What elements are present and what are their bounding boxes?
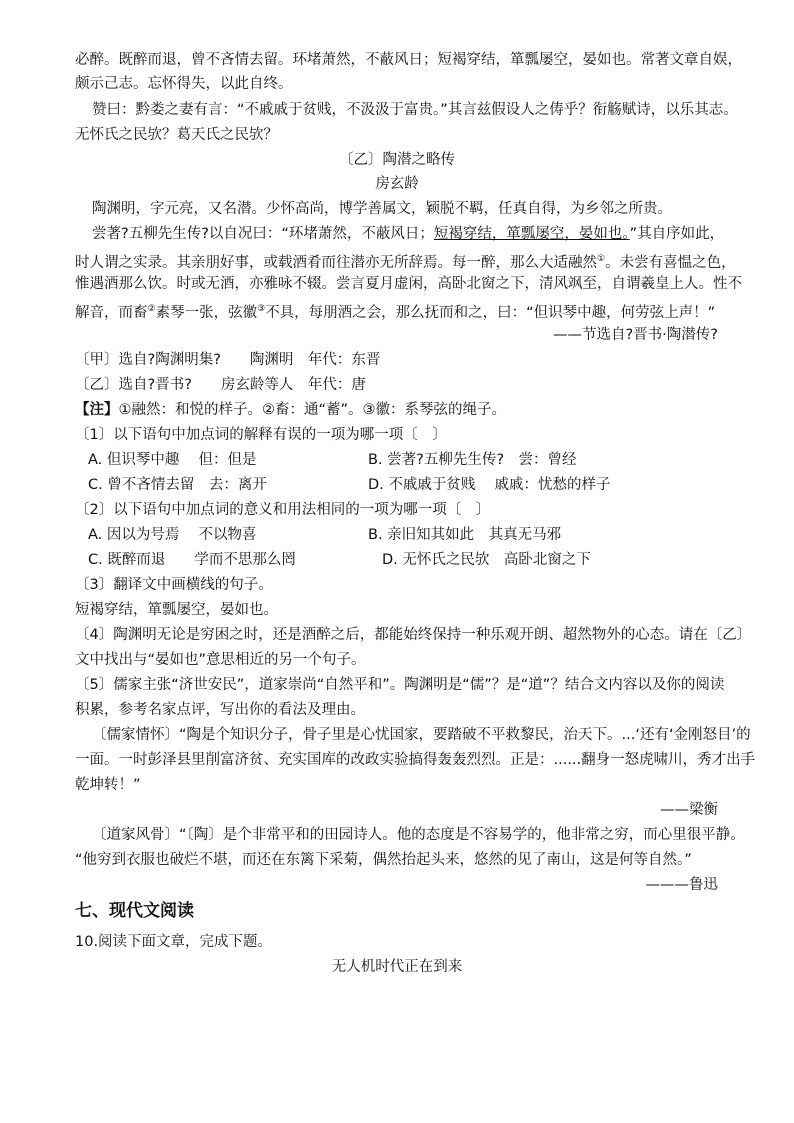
annotation-line (75, 400, 506, 420)
yi-text: 。未尝有喜愠之色， (605, 254, 736, 271)
jia-text-line: 必醉。既醉而退，曾不吝情去留。环堵萧然，不蔽风日；短褐穿结，箪瓢屡空，晏如也。常著文章自娱， (75, 52, 742, 68)
q3-sentence: 短褐穿结，箪瓢屡空，晏如也。 (75, 602, 278, 618)
q1-option-a: A. 但识琴中趣 但：但是 (88, 452, 257, 468)
yi-paragraph-line (75, 249, 736, 273)
yi-text: 解音，而畜 (75, 304, 148, 321)
q3-stem: 〔3〕翻译文中画横线的句子。 (75, 577, 273, 593)
q5-stem: 积累，参考名家点评，写出你的看法及理由。 (75, 702, 365, 718)
zan-line: 赞曰：黔娄之妻有言：“不戚戚于贫贱，不汲汲于富贵。”其言兹假设人之俦乎？衔觞赋诗，以乐其志。 (92, 102, 738, 118)
dao-quote-source: ———鲁迅 (645, 877, 718, 893)
yi-paragraph-line (92, 224, 724, 244)
q1-option-d: D. 不戚戚于贫贱 戚戚：忧愁的样子 (368, 477, 611, 493)
underlined-sentence: 短褐穿结，箪瓢屡空，晏如也。 (433, 226, 630, 242)
jia-text-line: 颇示己志。忘怀得失，以此自终。 (75, 76, 293, 92)
q2-option-b: B. 亲旧知其如此 其真无马邪 (368, 527, 562, 543)
q4-stem: 〔4〕陶渊明无论是穷困之时，还是酒醉之后，都能始终保持一种乐观开朗、超然物外的心态。请在〔乙〕 (75, 627, 752, 643)
note-marker: ③ (257, 304, 266, 314)
yi-text: 时人谓之实录。其亲朋好事，或载酒肴而往潜亦无所辞焉。每一醉，那么大适融然 (75, 254, 597, 271)
yi-paragraph-line (75, 299, 715, 323)
q2-option-c: C. 既醉而退 学而不思那么罔 (88, 552, 296, 568)
ru-quote-line: 〔儒家情怀〕“陶是个知识分子，骨子里是心忧国家，要踏破不平救黎民，治天下。...‘还有‘金刚怒目’的 (92, 727, 751, 743)
q2-stem: 〔2〕以下语句中加点词的意义和用法相同的一项为哪一项〔 〕 (75, 502, 491, 518)
yi-paragraph: 陶渊明，字元亮，又名潜。少怀高尚，博学善属文，颖脱不羁，任真自得，为乡邻之所贵。 (92, 201, 672, 217)
q1-stem: 〔1〕以下语句中加点词的解释有误的一项为哪一项〔 〕 (75, 427, 447, 443)
yi-title: 〔乙〕陶潜之略传 (339, 152, 455, 168)
q2-option-a: A. 因以为号焉 不以物喜 (88, 527, 257, 543)
dao-quote-line: 〔道家风骨〕“〔陶〕是个非常平和的田园诗人。他的态度是不容易学的，他非常之穷，而心里很平静。 (92, 827, 745, 843)
note-marker: ① (597, 254, 606, 264)
article-title: 无人机时代正在到来 (331, 959, 463, 975)
ru-quote-line: 乾坤转！” (75, 777, 141, 793)
yi-paragraph-line: 惟遇酒那么饮。时或无酒，亦雅咏不辍。尝言夏月虚闲，高卧北窗之下，清风飒至，自谓羲皇上人。性不 (75, 276, 742, 292)
note-marker: ② (147, 304, 156, 314)
yi-text: 尝著?五柳先生传?以自况曰：“环堵萧然，不蔽风日； (92, 226, 434, 242)
q4-stem: 文中找出与“晏如也”意思相近的另一个句子。 (75, 652, 366, 668)
yi-text: ”其自序如此， (629, 226, 725, 242)
q1-option-b: B. 尝著?五柳先生传? 尝：曾经 (368, 452, 577, 468)
yi-text: 不具，每朋酒之会，那么抚而和之，曰：“但识琴中趣，何劳弦上声！” (265, 304, 716, 321)
yi-text: 素琴一张，弦徽 (155, 304, 258, 321)
q1-option-c: C. 曾不吝情去留 去：离开 (88, 477, 267, 493)
note-jia: 〔甲〕选自?陶渊明集? 陶渊明 年代：东晋 (75, 352, 381, 368)
yi-source: ——节选自?晋书·陶潜传? (552, 327, 718, 343)
q2-option-d: D. 无怀氏之民欤 高卧北窗之下 (382, 552, 591, 568)
q5-stem: 〔5〕儒家主张“济世安民”，道家崇尚“自然平和”。陶渊明是“儒”？是“道”？结合文内容以及你的阅读 (75, 677, 725, 693)
ru-quote-line: 一面。一时彭泽县里削富济贫、充实国库的改政实验搞得轰轰烈烈。正是：......翻身一怒虎啸川，秀才出手 (75, 752, 756, 768)
q10-stem: 10.阅读下面文章，完成下题。 (75, 934, 273, 950)
ru-quote-source: ——梁衡 (660, 802, 718, 818)
note-yi: 〔乙〕选自?晋书? 房玄龄等人 年代：唐 (75, 377, 366, 393)
annotation-text: ①融然：和悦的样子。②畜：通“蓄”。③徽：系琴弦的绳子。 (118, 402, 507, 418)
yi-author: 房玄龄 (375, 176, 419, 192)
annotation-label: 【注】 (75, 402, 119, 418)
dao-quote-line: “他穷到衣服也破烂不堪，而还在东篱下采菊，偶然抬起头来，悠然的见了南山，这是何等自然。” (75, 852, 692, 868)
section-heading: 七、现代文阅读 (75, 901, 194, 921)
zan-line: 无怀氏之民欤？葛天氏之民欤？ (75, 127, 278, 143)
